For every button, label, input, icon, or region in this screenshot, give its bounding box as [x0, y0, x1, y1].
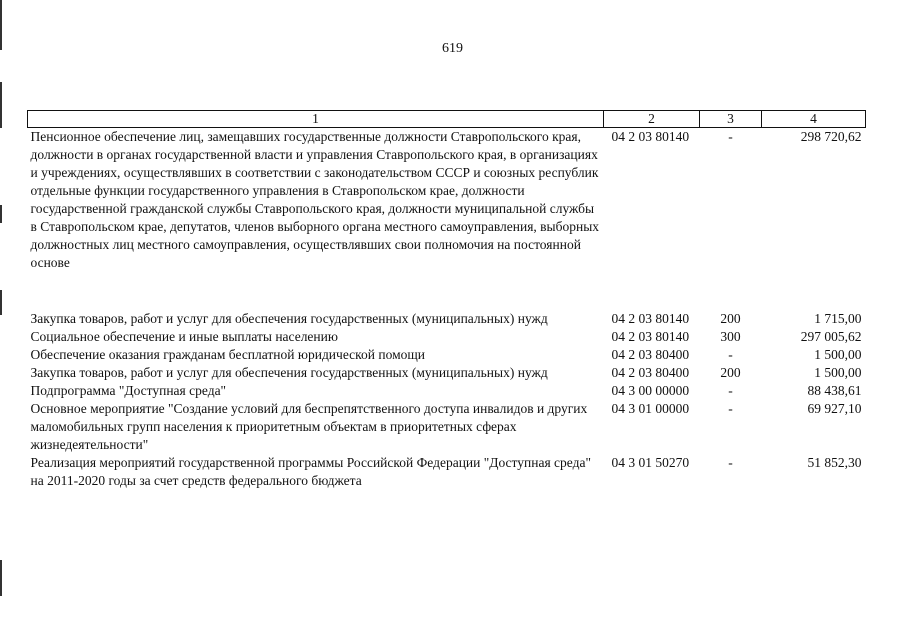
row-type: 300: [720, 329, 741, 344]
column-header: 3: [700, 111, 762, 128]
column-header: 2: [604, 111, 700, 128]
row-name: Закупка товаров, работ и услуг для обеспечения государственных (муниципальных) нужд: [30, 365, 548, 380]
row-amount: 297 005,62: [800, 329, 862, 344]
row-type: -: [728, 383, 733, 398]
table-row: [28, 382, 866, 400]
row-type: -: [728, 401, 733, 416]
row-code: 04 2 03 80140: [611, 129, 690, 144]
table-row: [28, 272, 866, 328]
scan-edge-line: [0, 290, 2, 315]
budget-table: [27, 110, 866, 490]
column-header: 1: [28, 111, 604, 128]
row-code: 04 3 01 00000: [611, 401, 690, 416]
row-name: Социальное обеспечение и иные выплаты населению: [30, 329, 338, 344]
row-name: Обеспечение оказания гражданам бесплатной юридической помощи: [30, 347, 425, 362]
table-row: [28, 128, 866, 273]
row-amount: 69 927,10: [807, 401, 862, 416]
row-amount: 298 720,62: [800, 129, 862, 144]
scan-edge-line: [0, 205, 2, 223]
row-code: 04 2 03 80400: [611, 365, 690, 380]
row-type: -: [728, 129, 733, 144]
row-amount: 51 852,30: [807, 455, 862, 470]
row-name: Пенсионное обеспечение лиц, замещавших государственные должности Ставропольского края, должности в органах государственной власти и управления Ставропольского края, в организациях и учреждениях, осуществлявших в соответствии с законодательством СССР и союзных республик отдельные функции государственного управления в Ставропольском крае, должности государственной гражданской службы Ставропольского края, должности муниципальной службы в Ставропольском крае, депутатов, членов выборного органа местного самоуправления, выборных должностных лиц местного самоуправления, осуществлявших свои полномочия на постоянной основе: [30, 129, 600, 270]
page-number: 619: [442, 41, 463, 56]
row-name: Закупка товаров, работ и услуг для обеспечения государственных (муниципальных) нужд: [30, 311, 548, 326]
table-row: [28, 400, 866, 454]
row-type: -: [728, 455, 733, 470]
row-name: Реализация мероприятий государственной программы Российской Федерации "Доступная среда" на 2011-2020 годы за счет средств федерального бюджета: [30, 455, 591, 488]
scan-edge-line: [0, 560, 2, 596]
row-name: Основное мероприятие "Создание условий для беспрепятственного доступа инвалидов и других маломобильных групп населения к приоритетным объектам в приоритетных сферах жизнедеятельности": [30, 401, 588, 452]
table-header-row: [28, 111, 866, 128]
scan-edge-line: [0, 82, 2, 128]
table-row: [28, 346, 866, 364]
row-amount: 88 438,61: [807, 383, 862, 398]
table-row: [28, 364, 866, 382]
row-amount: 1 715,00: [814, 311, 862, 326]
row-name: Подпрограмма "Доступная среда": [30, 383, 227, 398]
row-code: 04 2 03 80400: [611, 347, 690, 362]
row-code: 04 2 03 80140: [611, 329, 690, 344]
row-type: -: [728, 347, 733, 362]
row-type: 200: [720, 311, 741, 326]
row-type: 200: [720, 365, 741, 380]
table-row: [28, 454, 866, 490]
table-row: [28, 328, 866, 346]
row-code: 04 3 00 00000: [611, 383, 690, 398]
row-amount: 1 500,00: [814, 365, 862, 380]
row-code: 04 3 01 50270: [611, 455, 690, 470]
column-header: 4: [762, 111, 866, 128]
row-amount: 1 500,00: [814, 347, 862, 362]
row-code: 04 2 03 80140: [611, 311, 690, 326]
